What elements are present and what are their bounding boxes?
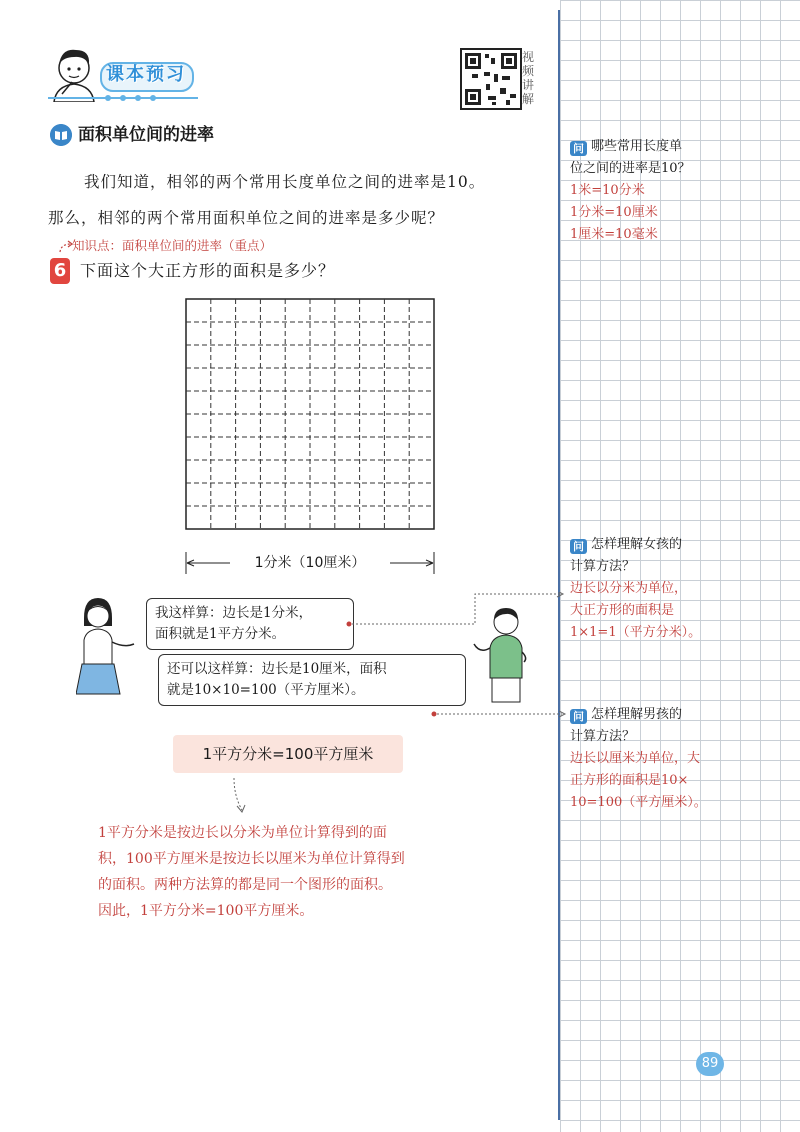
boy-speech-bubble	[158, 654, 466, 706]
square-grid-figure	[185, 298, 435, 546]
note2-answer-2: 大正方形的面积是	[570, 603, 675, 618]
side-note-length-units	[570, 136, 740, 246]
note1-answer-1: 1米=10分米	[570, 183, 645, 198]
explanation-line-1: 1平方分米是按边长以分米为单位计算得到的面	[98, 825, 387, 841]
banner-title: 课本预习	[106, 64, 186, 85]
mascot-boy-icon	[48, 40, 108, 102]
book-icon	[50, 124, 72, 146]
note2-answer-3: 1×1=1（平方分米）。	[570, 625, 702, 640]
boy-line-1: 还可以这样算：边长是10厘米，面积	[167, 661, 387, 677]
formula-text: 1平方分米=100平方厘米	[202, 745, 374, 763]
side-note-girl-method	[570, 534, 740, 644]
note1-answer-2: 1分米=10厘米	[570, 205, 658, 220]
qr-label: 视频讲解	[522, 50, 535, 106]
boy-figure-icon	[466, 602, 538, 706]
question-text: 下面这个大正方形的面积是多少？	[80, 261, 336, 280]
note1-question-2: 位之间的进率是10？	[570, 161, 691, 176]
note3-answer-3: 10=100（平方厘米）。	[570, 795, 707, 810]
question-number: 6	[50, 258, 70, 284]
note2-answer-1: 边长以分米为单位，	[570, 581, 688, 596]
explanation-line-4: 因此，1平方分米=100平方厘米。	[98, 903, 314, 919]
note1-answer-3: 1厘米=10毫米	[570, 227, 658, 242]
formula-arrow-icon	[230, 776, 250, 816]
dimension-label: 1分米（10厘米）	[230, 552, 390, 574]
qr-code-icon[interactable]	[460, 48, 522, 110]
page-number: 89	[696, 1052, 724, 1076]
side-note-boy-method	[570, 704, 740, 814]
explanation-line-3: 的面积。两种方法算的都是同一个图形的面积。	[98, 877, 392, 893]
header-underline	[48, 94, 198, 102]
girl-figure-icon	[76, 596, 148, 700]
question-icon: 问	[570, 709, 587, 724]
note3-question-1: 怎样理解男孩的	[591, 707, 683, 722]
knowledge-point: 知识点：面积单位间的进率（重点）	[72, 238, 273, 253]
note3-answer-1: 边长以厘米为单位，大	[570, 751, 701, 766]
note1-question-1: 哪些常用长度单	[591, 139, 683, 154]
girl-speech-bubble	[146, 598, 354, 650]
explanation-line-2: 积，100平方厘米是按边长以厘米为单位计算得到	[98, 851, 405, 867]
intro-line-1: 我们知道，相邻的两个常用长度单位之间的进率是10。	[84, 173, 486, 191]
boy-line-2: 就是10×10=100（平方厘米）。	[167, 682, 365, 698]
girl-line-1: 我这样算：边长是1分米，	[155, 605, 313, 621]
girl-line-2: 面积就是1平方分米。	[155, 626, 286, 642]
note3-question-2: 计算方法？	[570, 729, 636, 744]
section-title: 面积单位间的进率	[78, 125, 214, 145]
note-panel-divider	[558, 10, 560, 1120]
question-icon: 问	[570, 141, 587, 156]
explanation-text	[98, 820, 453, 924]
intro-line-2: 那么，相邻的两个常用面积单位之间的进率是多少呢？	[48, 209, 445, 227]
note2-question-1: 怎样理解女孩的	[591, 537, 683, 552]
note3-answer-2: 正方形的面积是10×	[570, 773, 689, 788]
note2-question-2: 计算方法？	[570, 559, 636, 574]
question-icon: 问	[570, 539, 587, 554]
